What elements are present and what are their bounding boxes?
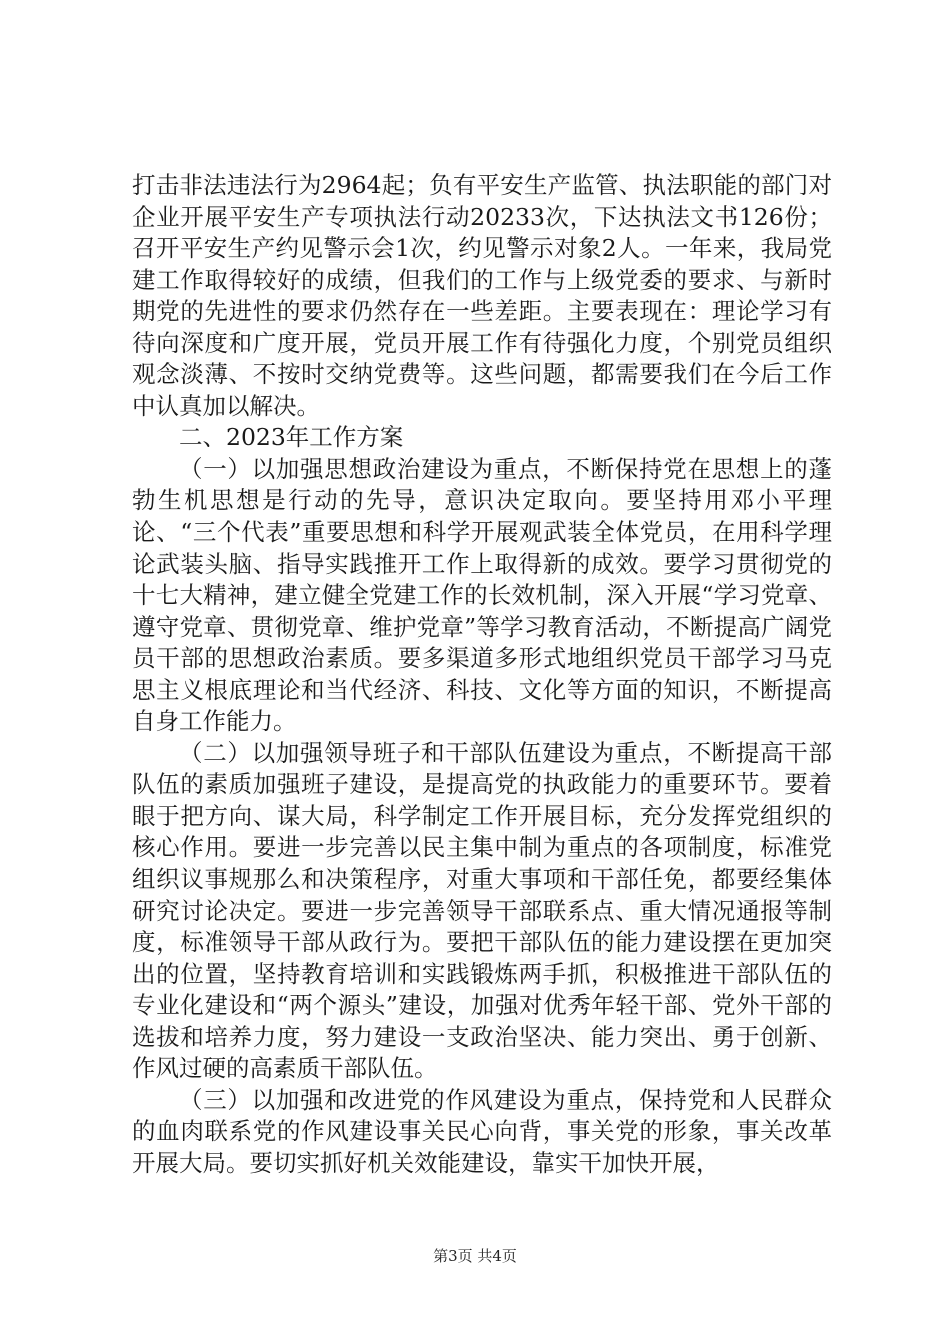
paragraph-leadership-building: （二）以加强领导班子和干部队伍建设为重点，不断提高干部队伍的素质加强班子建设，是提高党的执政能力的重要环节。要着眼于把方向、谋大局，科学制定工作开展目标，充分发挥党组织的核心作用。要进一步完善以民主集中制为重点的各项制度，标准党组织议事规那么和决策程序，对重大事项和干部任免，都要经集体研究讨论决定。要进一步完善领导干部联系点、重大情况通报等制度，标准领导干部从政行为。要把干部队伍的能力建设摆在更加突出的位置，坚持教育培训和实践锻炼两手抓，积极推进干部队伍的专业化建设和“两个源头”建设，加强对优秀年轻干部、党外干部的选拔和培养力度，努力建设一支政治坚决、能力突出、勇于创新、作风过硬的高素质干部队伍。 [132,738,832,1083]
page-number-footer: 第3页 共4页 [433,1247,517,1265]
section-heading-work-plan: 二、2023年工作方案 [179,423,404,452]
paragraph-work-style: （三）以加强和改进党的作风建设为重点，保持党和人民群众的血肉联系党的作风建设事关民心向背，事关党的形象，事关改革开展大局。要切实抓好机关效能建设，靠实干加快开展， [132,1085,832,1177]
paragraph-safety-summary: 打击非法违法行为2964起；负有平安生产监管、执法职能的部门对企业开展平安生产专项执法行动20233次，下达执法文书126份；召开平安生产约见警示会1次，约见警示对象2人。一年来，我局党建工作取得较好的成绩，但我们的工作与上级党委的要求、与新时期党的先进性的要求仍然存在一些差距。主要表现在：理论学习有待向深度和广度开展，党员开展工作有待强化力度，个别党员组织观念淡薄、不按时交纳党费等。这些问题，都需要我们在今后工作中认真加以解决。 [132,171,832,420]
paragraph-ideological-building: （一）以加强思想政治建设为重点，不断保持党在思想上的蓬勃生机思想是行动的先导，意识决定取向。要坚持用邓小平理论、“三个代表”重要思想和科学开展观武装全体党员，在用科学理论武装头脑、指导实践推开工作上取得新的成效。要学习贯彻党的十七大精神，建立健全党建工作的长效机制，深入开展“学习党章、遵守党章、贯彻党章、维护党章”等学习教育活动，不断提高广阔党员干部的思想政治素质。要多渠道多形式地组织党员干部学习马克思主义根底理论和当代经济、科技、文化等方面的知识，不断提高自身工作能力。 [132,454,832,736]
document-body [132,170,832,1180]
